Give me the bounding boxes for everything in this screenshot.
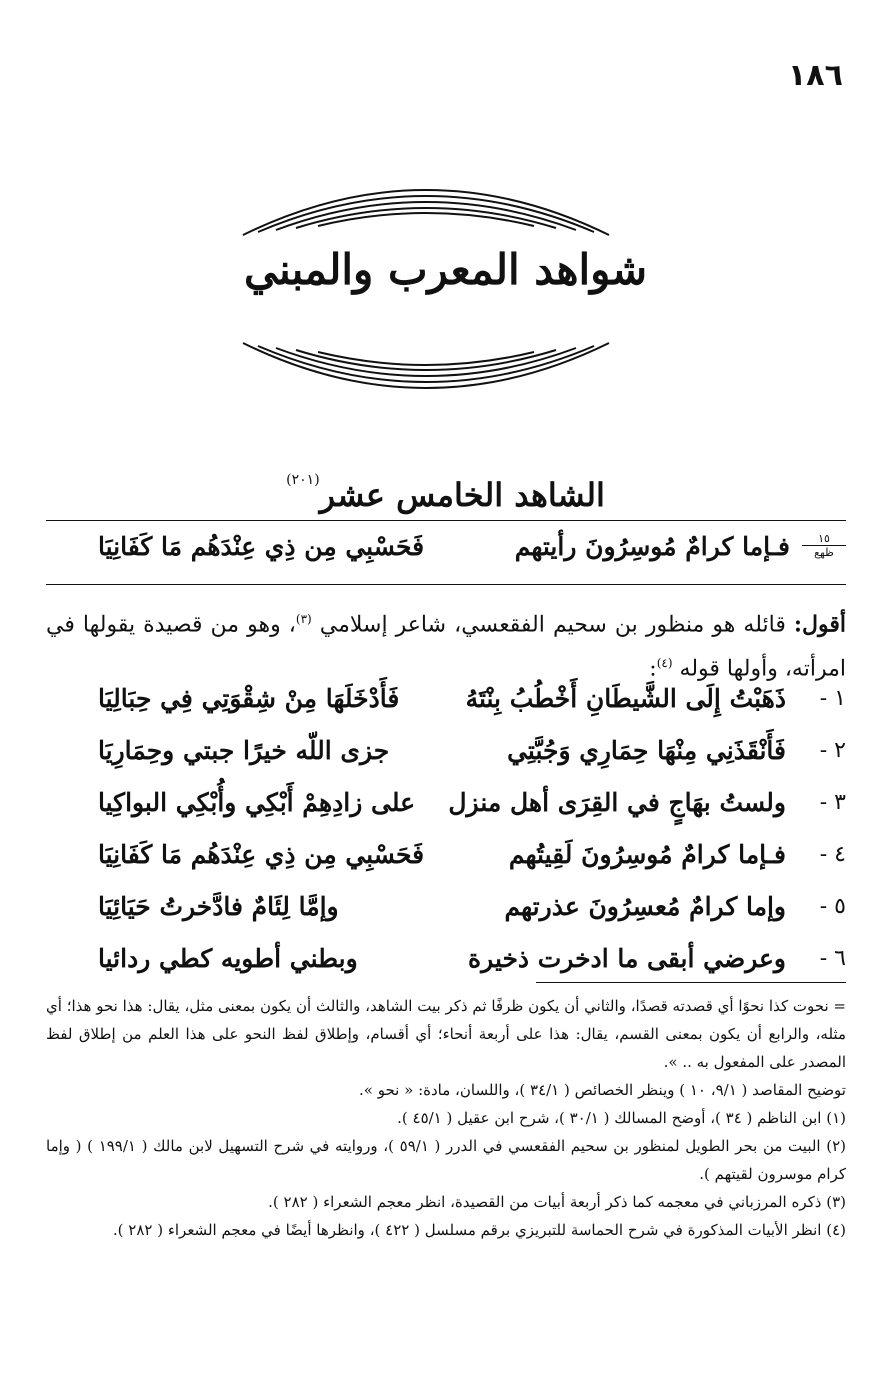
footnote-source: توضيح المقاصد ( ٩/١، ١٠ ) وينظر الخصائص ( ٣٤/١ )، واللسان، مادة: « نحو ». xyxy=(359,1081,846,1099)
poem-first-hemistich: وعرضي أبقى ما ادخرت ذخيرة xyxy=(468,944,786,973)
intro-ref-3: (٣) xyxy=(295,612,312,626)
poem-line-number: ٦ - xyxy=(819,946,846,971)
poem-first-hemistich: فَأَنْقَذَنِي مِنْهَا حِمَارِي وَجُبَّتِي xyxy=(507,736,786,765)
verse-top-rule xyxy=(46,520,846,521)
poem-line-number: ٢ - xyxy=(819,738,846,763)
poem-line xyxy=(46,736,846,788)
poem-line xyxy=(46,684,846,736)
poem-first-hemistich: وإما كرامٌ مُعسِرُونَ عذرتهم xyxy=(504,892,786,921)
marker-number: ١٥ xyxy=(802,532,846,546)
poem-line xyxy=(46,788,846,840)
poem-first-hemistich: ذَهَبْتُ إِلَى الشَّيطَانِ أَخْطُبُ بِنْتَهُ xyxy=(465,684,786,713)
top-ornament xyxy=(238,160,614,240)
footnote-2: (٢) البيت من بحر الطويل لمنظور بن سحيم الفقعسي في الدرر ( ٥٩/١ )، وروايته في شرح التسهيل لابن مالك ( ١٩٩/١ ) ( وإما كرام موسرون لقيتهم ). xyxy=(46,1137,847,1183)
poem-line-number: ٤ - xyxy=(819,842,846,867)
poem xyxy=(46,684,846,996)
footnote-4: (٤) انظر الأبيات المذكورة في شرح الحماسة للتبريزي برقم مسلسل ( ٤٢٢ )، وانظرها أيضًا في معجم الشعراء ( ٢٨٢ ). xyxy=(112,1221,846,1239)
footnotes xyxy=(46,992,846,1244)
verse-bottom-rule xyxy=(46,584,846,585)
poem-second-hemistich: وإمَّا لِئَامٌ فادَّخرتُ حَيَائِيَا xyxy=(98,892,339,921)
poem-line xyxy=(46,892,846,944)
page-number: ١٨٦ xyxy=(788,58,843,93)
poem-second-hemistich: فَأَدْخَلَهَا مِنْ شِقْوَتِي فِي حِبَالِيَا xyxy=(98,684,400,713)
witness-title-text: الشاهد الخامس عشر xyxy=(319,476,605,514)
intro-ref-4: (٤) xyxy=(656,656,673,671)
poem-second-hemistich: على زادِهِمْ أَبْكِي وأُبْكِي البواكِيا xyxy=(98,788,416,817)
footnote-1: (١) ابن الناظم ( ٣٤ )، أوضح المسالك ( ٣٠/١ )، شرح ابن عقيل ( ٤٥/١ ). xyxy=(397,1109,846,1127)
poem-line-number: ٣ - xyxy=(819,790,846,815)
intro-paragraph xyxy=(46,600,846,689)
poem-first-hemistich: ولستُ بهَاجٍ في القِرَى أهل منزل xyxy=(448,788,786,817)
witness-title xyxy=(200,472,691,514)
poem-line xyxy=(46,840,846,892)
footnote-continuation: = نحوت كذا نحوًا أي قصدته قصدًا، والثاني أن يكون ظرفًا ثم ذكر بيت الشاهد، والثالث أن يكون بمعنى مثل، يقال: هذا نحو هذا؛ أي مثله، والرابع أن يكون بمعنى القسم، يقال: هذا على أربعة أنحاء؛ أي أقسام، وإطلاق لفظ النحو على هذا العلم من إطلاق لفظ المصدر على المفعول به .. ». xyxy=(46,997,846,1071)
witness-note-ref: (٢٠١) xyxy=(286,472,320,488)
poem-second-hemistich: فَحَسْبِي مِن ذِي عِنْدَهُم مَا كَفَانِيَا xyxy=(98,840,425,869)
poem-line-number: ٥ - xyxy=(819,894,846,919)
poem-line-number: ١ - xyxy=(819,686,846,711)
first-hemistich: فـإما كرامٌ مُوسِرُونَ رأيتهم xyxy=(514,532,790,561)
chapter-title: شواهد المعرب والمبني xyxy=(243,245,648,294)
footnote-3: (٣) ذكره المرزباني في معجمه كما ذكر أربعة أبيات من القصيدة، انظر معجم الشعراء ( ٢٨٢ ). xyxy=(268,1193,846,1211)
marker-sources: ظهع xyxy=(814,546,834,559)
verse-marker xyxy=(802,532,846,559)
poem-line xyxy=(46,944,846,996)
poem-second-hemistich: جزى اللّه خيرًا جبتي وحِمَارِيَا xyxy=(98,736,390,765)
intro-end: : xyxy=(649,656,657,682)
second-hemistich: فَحَسْبِي مِن ذِي عِنْدَهُم مَا كَفَانِيَا xyxy=(98,532,425,561)
footnote-separator xyxy=(536,982,846,983)
bottom-ornament xyxy=(238,338,614,418)
intro-text-2: ، وهو من قصيدة يقولها في امرأته، وأولها قوله xyxy=(46,612,846,682)
intro-lead: أقول: xyxy=(793,611,847,638)
poem-second-hemistich: وبطني أطويه كطي ردائيا xyxy=(98,944,358,973)
poem-first-hemistich: فـإما كرامٌ مُوسِرُونَ لَقِيتُهم xyxy=(508,840,786,869)
intro-text: قائله هو منظور بن سحيم الفقعسي، شاعر إسلامي xyxy=(319,612,786,638)
header-verse xyxy=(46,532,846,578)
